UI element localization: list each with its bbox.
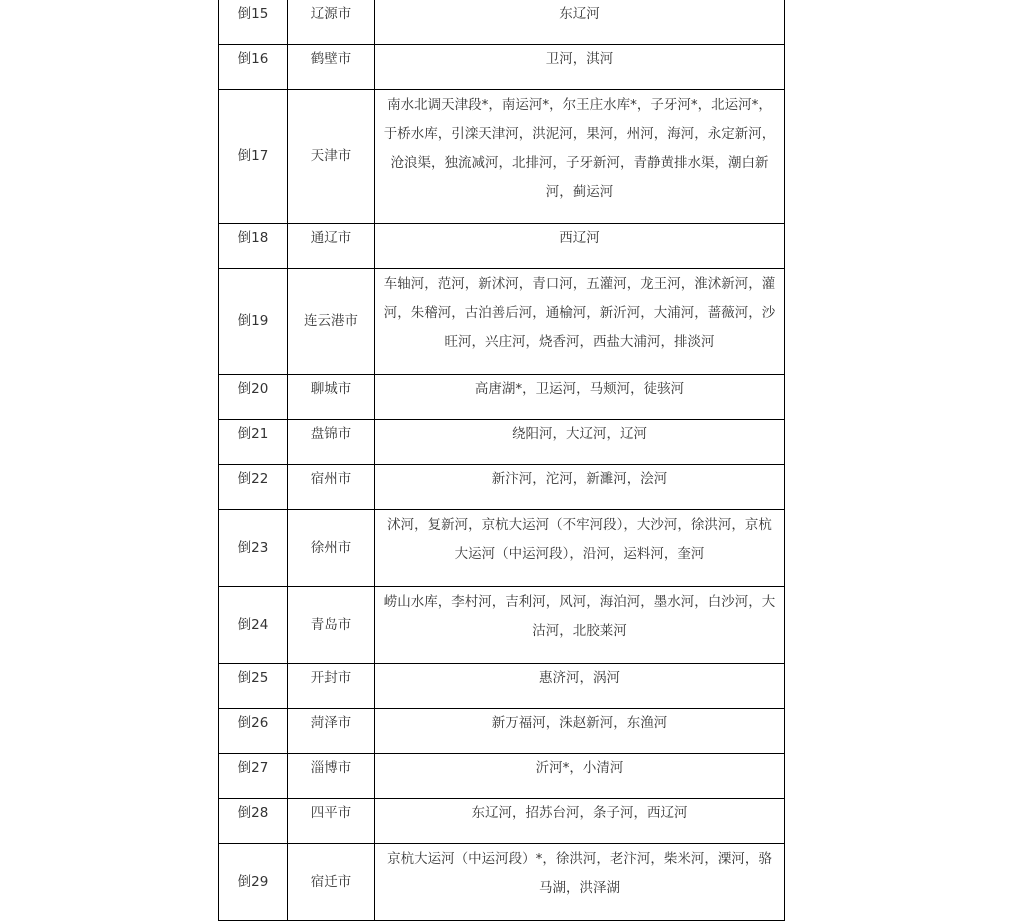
city-cell: 天津市 — [288, 90, 375, 224]
rank-cell: 倒22 — [219, 465, 288, 510]
rivers-cell: 南水北调天津段*，南运河*，尔王庄水库*，子牙河*，北运河*，于桥水库，引滦天津河，洪泥河，果河，州河，海河，永定新河，沧浪渠，独流减河，北排河，子牙新河，青静黄排水渠，潮白新河，蓟运河 — [375, 90, 785, 224]
rivers-cell: 西辽河 — [375, 224, 785, 269]
rivers-cell: 卫河，淇河 — [375, 45, 785, 90]
table-row — [219, 224, 785, 269]
city-cell: 四平市 — [288, 799, 375, 844]
rank-cell: 倒16 — [219, 45, 288, 90]
city-cell: 鹤壁市 — [288, 45, 375, 90]
rivers-cell: 东辽河，招苏台河，条子河，西辽河 — [375, 799, 785, 844]
table-row — [219, 465, 785, 510]
rivers-cell: 沂河*，小清河 — [375, 754, 785, 799]
rank-cell: 倒29 — [219, 844, 288, 921]
rivers-cell: 京杭大运河（中运河段）*，徐洪河，老汴河，柴米河，溧河，骆马湖，洪泽湖 — [375, 844, 785, 921]
rivers-cell: 东辽河 — [375, 0, 785, 45]
city-cell: 盘锦市 — [288, 420, 375, 465]
table-row — [219, 587, 785, 664]
rivers-cell: 沭河，复新河，京杭大运河（不牢河段），大沙河，徐洪河，京杭大运河（中运河段），沿河，运料河，奎河 — [375, 510, 785, 587]
rank-cell: 倒21 — [219, 420, 288, 465]
table-row — [219, 799, 785, 844]
rank-cell: 倒28 — [219, 799, 288, 844]
rank-cell: 倒24 — [219, 587, 288, 664]
rank-cell: 倒20 — [219, 375, 288, 420]
rank-cell: 倒17 — [219, 90, 288, 224]
rank-cell: 倒26 — [219, 709, 288, 754]
city-cell: 淄博市 — [288, 754, 375, 799]
rivers-cell: 新汴河，沱河，新濉河，浍河 — [375, 465, 785, 510]
city-cell: 开封市 — [288, 664, 375, 709]
table-row — [219, 0, 785, 45]
city-cell: 徐州市 — [288, 510, 375, 587]
city-cell: 聊城市 — [288, 375, 375, 420]
rivers-cell: 惠济河，涡河 — [375, 664, 785, 709]
rivers-cell: 车轴河，范河，新沭河，青口河，五灌河，龙王河，淮沭新河，灌河，朱稽河，古泊善后河，通榆河，新沂河，大浦河，蔷薇河，沙旺河，兴庄河，烧香河，西盐大浦河，排淡河 — [375, 269, 785, 375]
city-cell: 连云港市 — [288, 269, 375, 375]
rivers-cell: 新万福河，洙赵新河，东渔河 — [375, 709, 785, 754]
rank-cell: 倒27 — [219, 754, 288, 799]
city-cell: 菏泽市 — [288, 709, 375, 754]
table-row — [219, 754, 785, 799]
table-row — [219, 510, 785, 587]
table-row — [219, 420, 785, 465]
table-row — [219, 375, 785, 420]
table-row — [219, 269, 785, 375]
rivers-cell: 崂山水库，李村河，吉利河，风河，海泊河，墨水河，白沙河，大沽河，北胶莱河 — [375, 587, 785, 664]
city-cell: 辽源市 — [288, 0, 375, 45]
rank-cell: 倒19 — [219, 269, 288, 375]
rivers-cell: 高唐湖*，卫运河，马颊河，徒骇河 — [375, 375, 785, 420]
city-cell: 宿迁市 — [288, 844, 375, 921]
table-row — [219, 45, 785, 90]
city-cell: 青岛市 — [288, 587, 375, 664]
table-row — [219, 664, 785, 709]
rivers-cell: 绕阳河，大辽河，辽河 — [375, 420, 785, 465]
table-row — [219, 90, 785, 224]
table-row — [219, 844, 785, 921]
water-quality-ranking-table — [218, 0, 785, 921]
city-cell: 宿州市 — [288, 465, 375, 510]
table-row — [219, 709, 785, 754]
rank-cell: 倒15 — [219, 0, 288, 45]
rank-cell: 倒23 — [219, 510, 288, 587]
rank-cell: 倒25 — [219, 664, 288, 709]
rank-cell: 倒18 — [219, 224, 288, 269]
ranking-table — [218, 0, 785, 921]
city-cell: 通辽市 — [288, 224, 375, 269]
